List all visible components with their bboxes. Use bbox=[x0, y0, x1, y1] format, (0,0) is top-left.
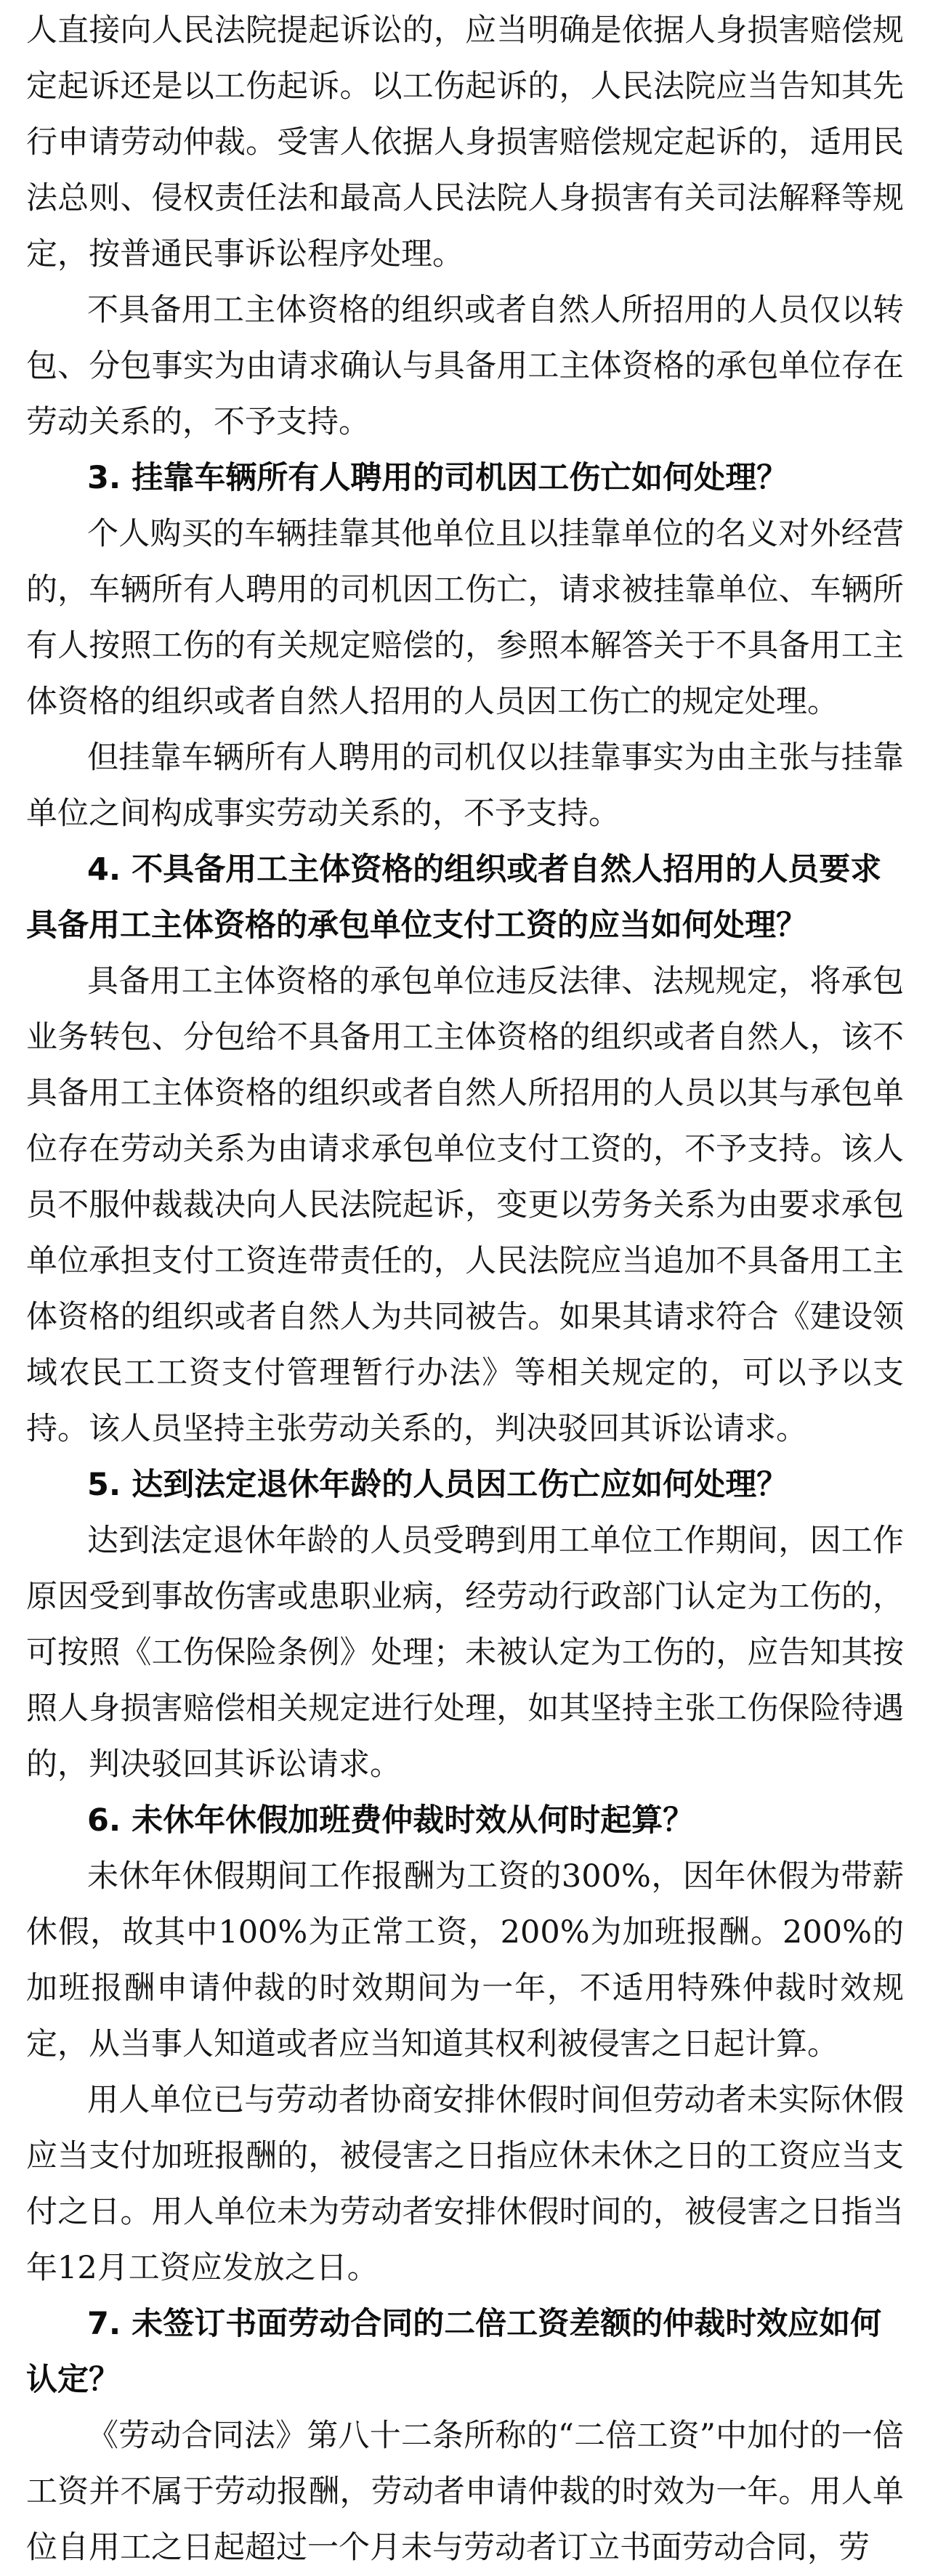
paragraph-continued: 人直接向人民法院提起诉讼的，应当明确是依据人身损害赔偿规定起诉还是以工伤起诉。以工伤起诉的，人民法院应当告知其先行申请劳动仲裁。受害人依据人身损害赔偿规定起诉的，适用民法总则、侵权责任法和最高人民法院人身损害有关司法解释等规定，按普通民事诉讼程序处理。 bbox=[26, 12, 904, 272]
section-heading: 4. 不具备用工主体资格的组织或者自然人招用的人员要求具备用工主体资格的承包单位支付工资的应当如何处理？ bbox=[26, 851, 882, 944]
section-heading: 3. 挂靠车辆所有人聘用的司机因工伤亡如何处理？ bbox=[87, 460, 788, 496]
paragraph: 不具备用工主体资格的组织或者自然人所招用的人员仅以转包、分包事实为由请求确认与具备用工主体资格的承包单位存在劳动关系的，不予支持。 bbox=[26, 292, 904, 440]
paragraph: 个人购买的车辆挂靠其他单位且以挂靠单位的名义对外经营的，车辆所有人聘用的司机因工伤亡，请求被挂靠单位、车辆所有人按照工伤的有关规定赔偿的，参照本解答关于不具备用工主体资格的组织或者自然人招用的人员因工伤亡的规定处理。 bbox=[26, 516, 904, 720]
section-heading: 7. 未签订书面劳动合同的二倍工资差额的仲裁时效应如何认定？ bbox=[26, 2306, 882, 2398]
paragraph: 用人单位已与劳动者协商安排休假时间但劳动者未实际休假应当支付加班报酬的，被侵害之日指应休未休之日的工资应当支付之日。用人单位未为劳动者安排休假时间的，被侵害之日指当年12月工资应发放之日。 bbox=[26, 2082, 904, 2286]
paragraph: 但挂靠车辆所有人聘用的司机仅以挂靠事实为由主张与挂靠单位之间构成事实劳动关系的，不予支持。 bbox=[26, 740, 904, 832]
paragraph: 《劳动合同法》第八十二条所称的“二倍工资”中加付的一倍工资并不属于劳动报酬，劳动者申请仲裁的时效为一年。用人单位自用工之日起超过一个月未与劳动者订立书面劳动合同，劳 bbox=[26, 2418, 904, 2566]
section-heading: 6. 未休年休假加班费仲裁时效从何时起算？ bbox=[87, 1802, 695, 1839]
paragraph: 未休年休假期间工作报酬为工资的300%，因年休假为带薪休假，故其中100%为正常工资，200%为加班报酬。200%的加班报酬申请仲裁的时效期间为一年，不适用特殊仲裁时效规定，从当事人知道或者应当知道其权利被侵害之日起计算。 bbox=[26, 1858, 904, 2062]
section-heading: 5. 达到法定退休年龄的人员因工伤亡应如何处理？ bbox=[87, 1467, 788, 1503]
paragraph: 具备用工主体资格的承包单位违反法律、法规规定，将承包业务转包、分包给不具备用工主体资格的组织或者自然人，该不具备用工主体资格的组织或者自然人所招用的人员以其与承包单位存在劳动关系为由请求承包单位支付工资的，不予支持。该人员不服仲裁裁决向人民法院起诉，变更以劳务关系为由要求承包单位承担支付工资连带责任的，人民法院应当追加不具备用工主体资格的组织或者自然人为共同被告。如果其请求符合《建设领域农民工工资支付管理暂行办法》等相关规定的，可以予以支持。该人员坚持主张劳动关系的，判决驳回其诉讼请求。 bbox=[26, 963, 904, 1447]
paragraph: 达到法定退休年龄的人员受聘到用工单位工作期间，因工作原因受到事故伤害或患职业病，经劳动行政部门认定为工伤的，可按照《工伤保险条例》处理；未被认定为工伤的，应告知其按照人身损害赔偿相关规定进行处理，如其坚持主张工伤保险待遇的，判决驳回其诉讼请求。 bbox=[26, 1523, 904, 1783]
